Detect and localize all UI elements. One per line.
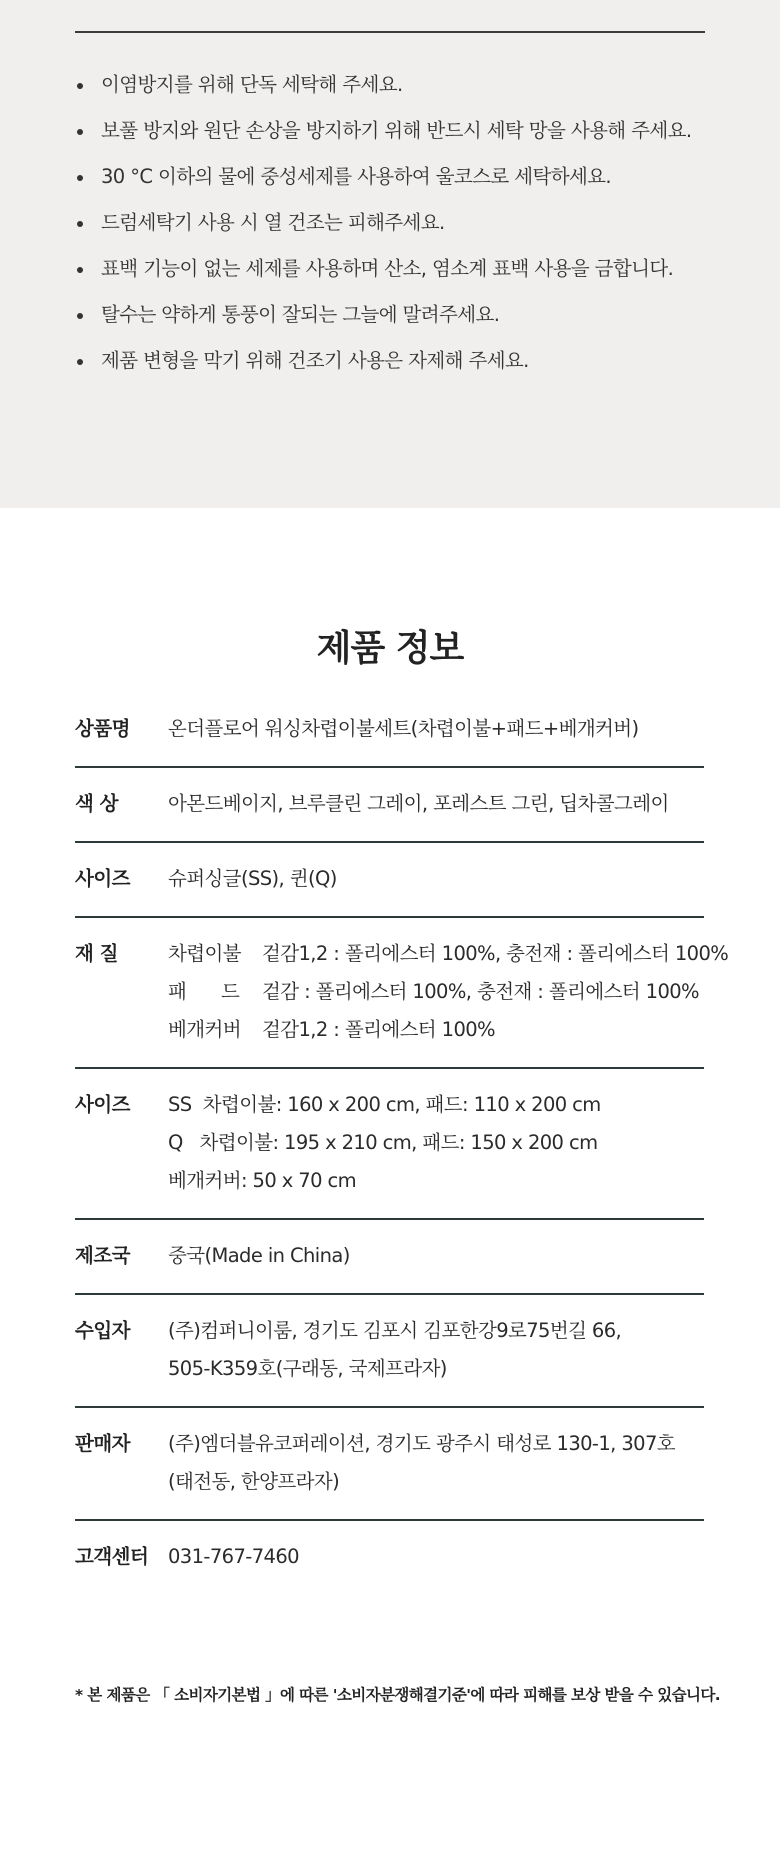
row-value <box>168 710 704 748</box>
care-item: 보풀 방지와 원단 손상을 방지하기 위해 반드시 세탁 망을 사용해 주세요. <box>75 108 715 154</box>
care-item: 제품 변형을 막기 위해 건조기 사용은 자제해 주세요. <box>75 338 715 384</box>
row-color <box>75 768 704 843</box>
product-info-section <box>0 508 780 1849</box>
row-value <box>168 1086 704 1200</box>
row-value <box>168 1538 704 1576</box>
size-detail-line: SS 차렵이불: 160 x 200 cm, 패드: 110 x 200 cm <box>168 1093 601 1116</box>
material-detail: 겉감 : 폴리에스터 100%, 충전재 : 폴리에스터 100% <box>262 980 699 1003</box>
top-divider <box>75 31 705 33</box>
material-part: 차렵이불 <box>168 942 241 965</box>
color-value: 아몬드베이지, 브루클린 그레이, 포레스트 그린, 딥차콜그레이 <box>168 792 669 815</box>
row-size-detail <box>75 1069 704 1220</box>
row-product-name <box>75 693 704 768</box>
seller-line: (태전동, 한양프라자) <box>168 1470 340 1493</box>
row-customer-center <box>75 1521 704 1594</box>
care-item: 표백 기능이 없는 세제를 사용하며 산소, 염소계 표백 사용을 금합니다. <box>75 246 715 292</box>
material-line <box>168 1011 728 1049</box>
row-label: 색 상 <box>75 792 118 815</box>
origin-value: 중국(Made in China) <box>168 1244 350 1267</box>
material-line <box>168 935 728 973</box>
row-value <box>168 860 704 898</box>
row-label: 제조국 <box>75 1244 131 1267</box>
care-item: 탈수는 약하게 통풍이 잘되는 그늘에 말려주세요. <box>75 292 715 338</box>
row-label: 상품명 <box>75 717 131 740</box>
product-info-table <box>75 693 729 1594</box>
material-detail: 겉감1,2 : 폴리에스터 100%, 충전재 : 폴리에스터 100% <box>262 942 729 965</box>
material-part: 베개커버 <box>168 1018 241 1041</box>
row-label: 판매자 <box>75 1432 131 1455</box>
row-value <box>168 935 728 1049</box>
material-part: 패 드 <box>168 980 254 1003</box>
material-line <box>168 973 728 1011</box>
row-value <box>168 1425 704 1501</box>
row-label: 사이즈 <box>75 867 131 890</box>
size-detail-line: 베개커버: 50 x 70 cm <box>168 1169 356 1192</box>
care-instructions-section <box>0 0 780 508</box>
row-seller <box>75 1408 704 1521</box>
care-item: 30 °C 이하의 물에 중성세제를 사용하여 울코스로 세탁하세요. <box>75 154 715 200</box>
row-origin <box>75 1220 704 1295</box>
row-value <box>168 1237 704 1275</box>
row-size-option <box>75 843 704 918</box>
care-item: 이염방지를 위해 단독 세탁해 주세요. <box>75 62 715 108</box>
row-material <box>75 918 729 1069</box>
care-list <box>75 62 715 384</box>
importer-line: 505-K359호(구래동, 국제프라자) <box>168 1357 447 1380</box>
row-value <box>168 785 704 823</box>
importer-line: (주)컴퍼니이룸, 경기도 김포시 김포한강9로75번길 66, <box>168 1319 622 1342</box>
consumer-notice: * 본 제품은 「 소비자기본법 」에 따른 '소비자분쟁해결기준'에 따라 피해를 보상 받을 수 있습니다. <box>75 1686 721 1704</box>
row-value <box>168 1312 704 1388</box>
care-item: 드럼세탁기 사용 시 열 건조는 피해주세요. <box>75 200 715 246</box>
size-option-value: 슈퍼싱글(SS), 퀸(Q) <box>168 867 337 890</box>
row-importer <box>75 1295 704 1408</box>
size-detail-line: Q 차렵이불: 195 x 210 cm, 패드: 150 x 200 cm <box>168 1131 598 1154</box>
row-label: 사이즈 <box>75 1093 131 1116</box>
seller-line: (주)엠더블유코퍼레이션, 경기도 광주시 태성로 130-1, 307호 <box>168 1432 676 1455</box>
material-detail: 겉감1,2 : 폴리에스터 100% <box>262 1018 495 1041</box>
product-name-value: 온더플로어 워싱차렵이불세트(차렵이불+패드+베개커버) <box>168 717 639 740</box>
row-label: 재 질 <box>75 942 118 965</box>
section-title: 제품 정보 <box>316 628 464 669</box>
customer-center-phone: 031-767-7460 <box>168 1545 299 1568</box>
row-label: 수입자 <box>75 1319 131 1342</box>
row-label: 고객센터 <box>75 1545 149 1568</box>
